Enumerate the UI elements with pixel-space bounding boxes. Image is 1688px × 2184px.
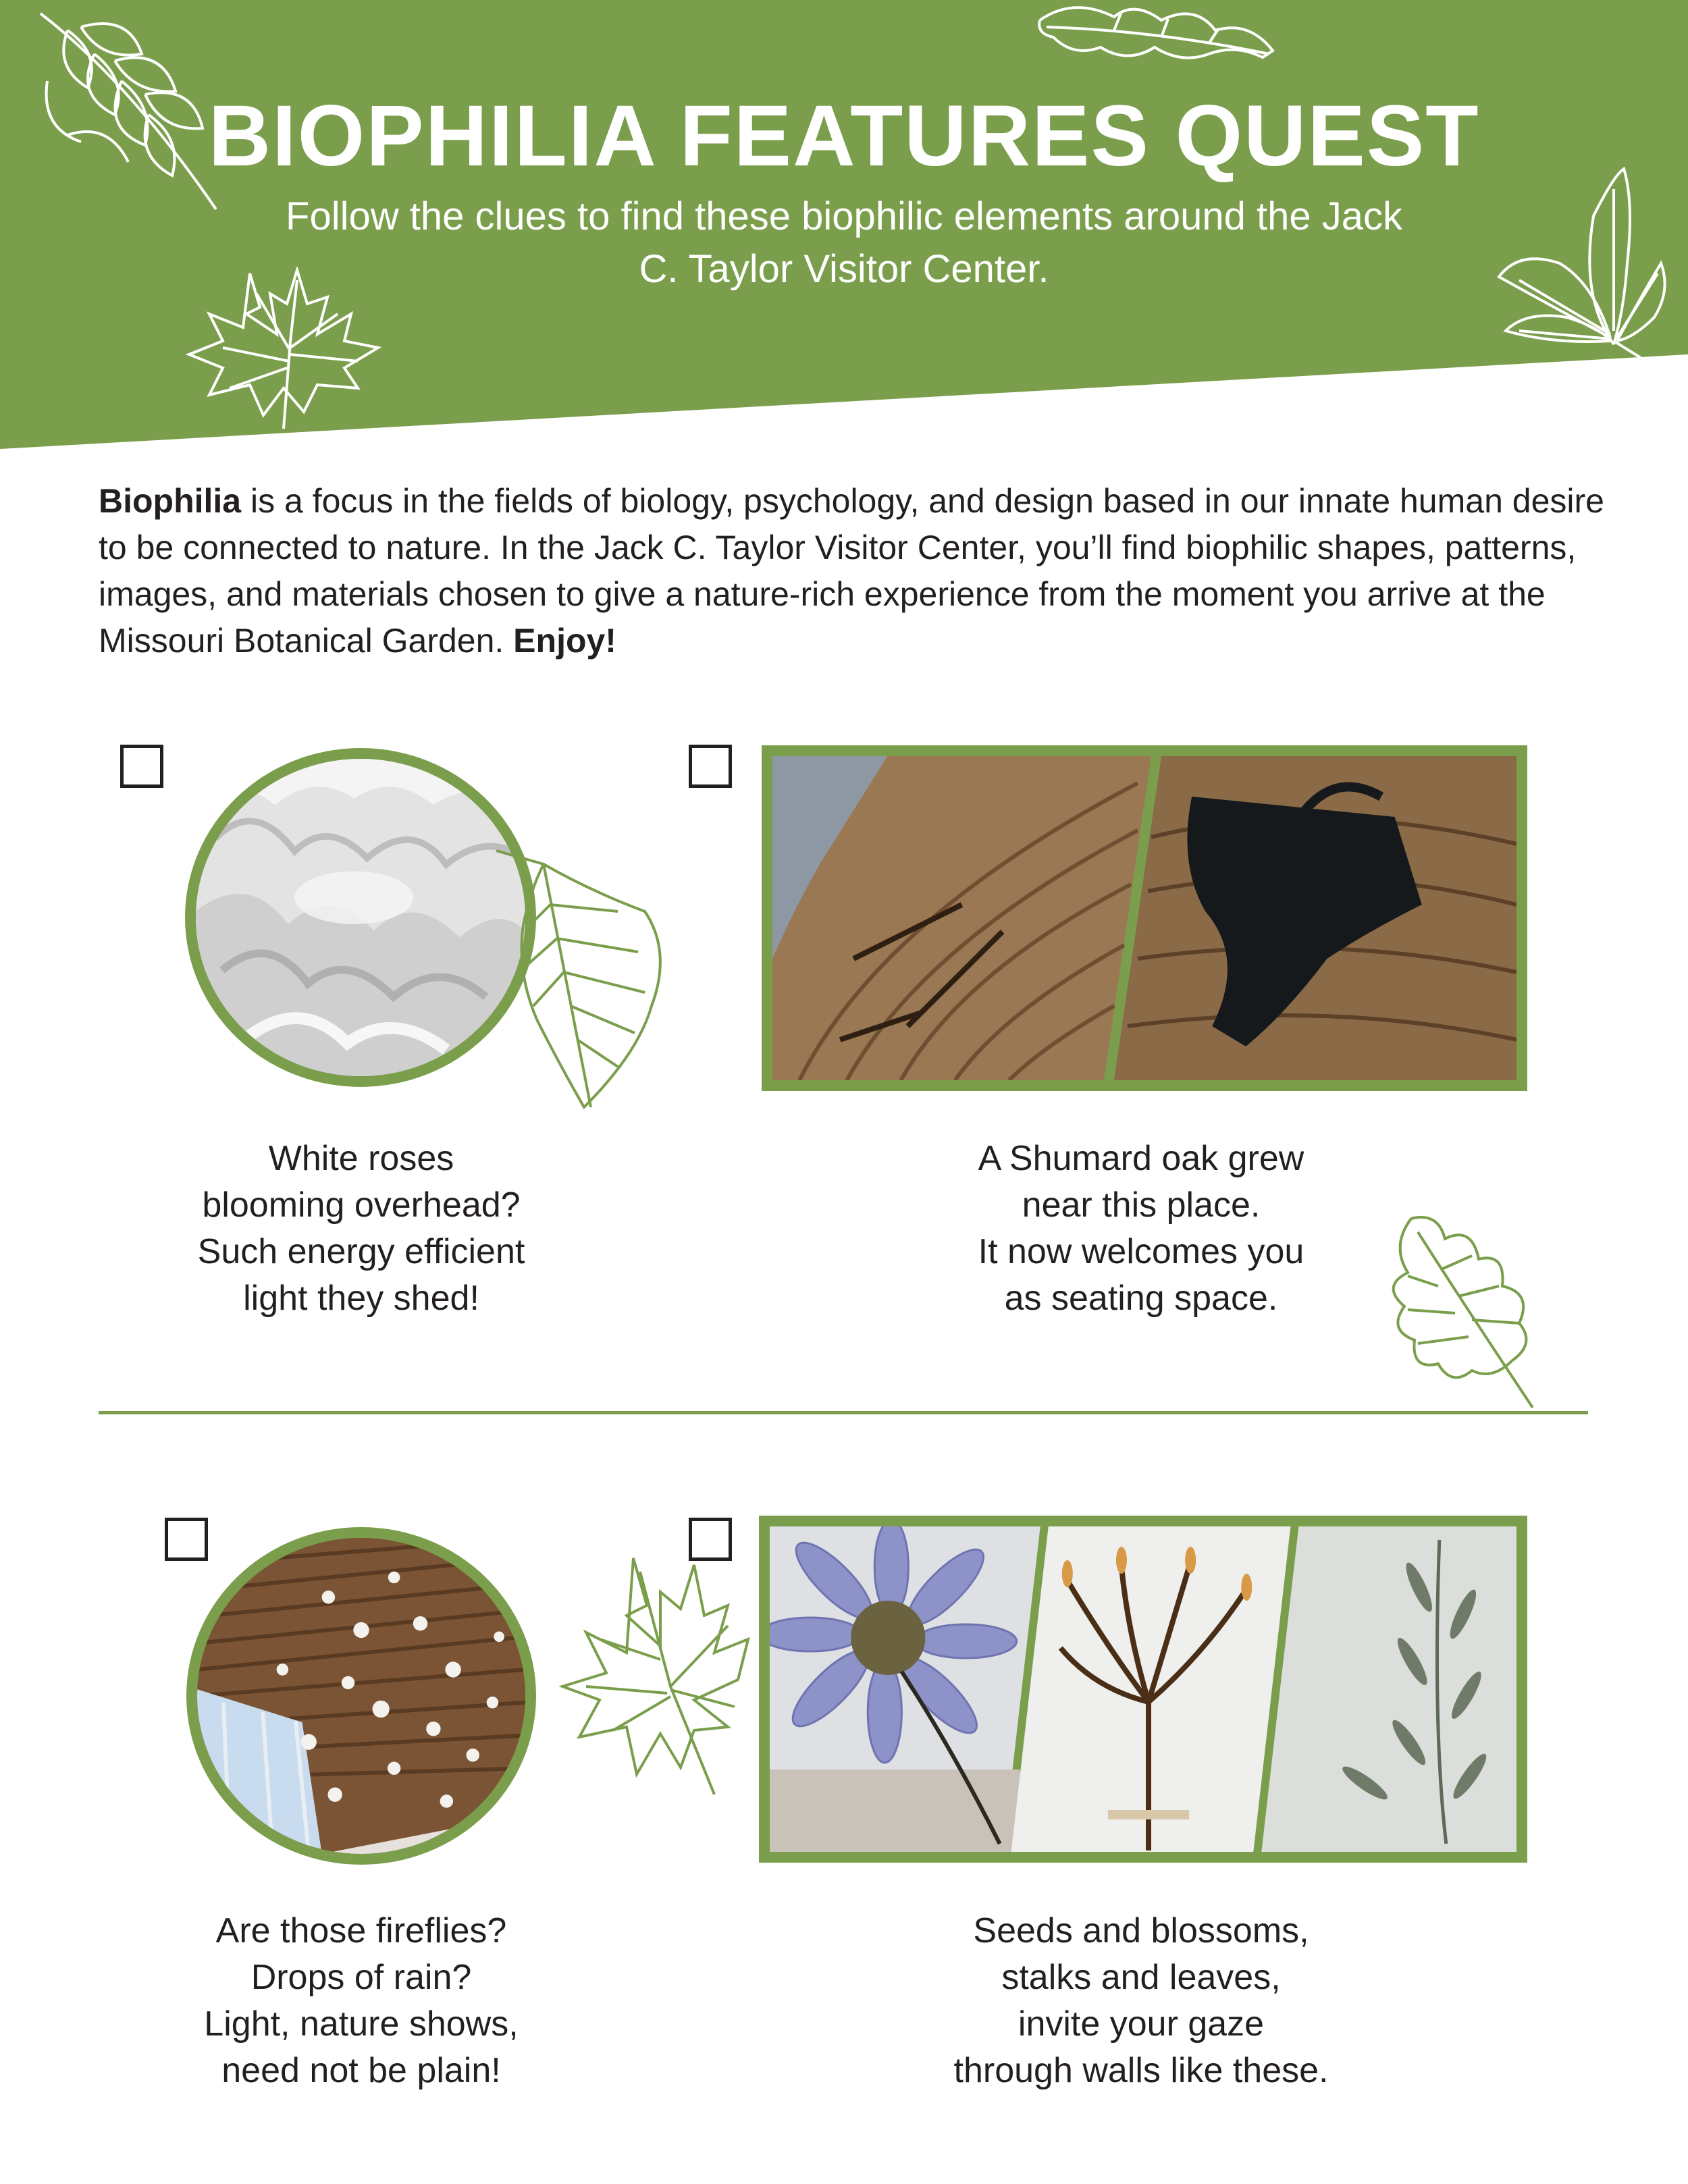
caption-line: need not be plain! — [221, 2051, 501, 2090]
caption-line: Are those fireflies? — [215, 1911, 507, 1950]
caption-line: A Shumard oak grew — [978, 1139, 1304, 1178]
intro-lead: Biophilia — [99, 482, 242, 520]
caption-line: light they shed! — [243, 1279, 479, 1318]
caption-line: White roses — [268, 1139, 454, 1178]
page-title: BIOPHILIA FEATURES QUEST — [208, 88, 1480, 184]
header-banner — [0, 0, 1688, 452]
caption-line: Drops of rain? — [250, 1958, 472, 1997]
intro-body: is a focus in the fields of biology, psychology, and design based in our innate human desire to be connected to nature. In the Jack C. Taylor Visitor Center, you’ll find biophilic shapes, patterns, images, and materials chosen to give a nature-rich experience from the moment you arrive at the Missouri Botanical Garden. — [99, 482, 1604, 660]
photo-white-roses — [185, 748, 536, 1087]
caption-fireflies — [162, 1908, 560, 2094]
caption-shumard-oak — [932, 1136, 1350, 1322]
caption-line: stalks and leaves, — [1001, 1958, 1281, 1997]
caption-white-roses — [162, 1136, 560, 1322]
caption-line: as seating space. — [1004, 1279, 1278, 1318]
section-divider — [99, 1411, 1588, 1414]
caption-line: Seeds and blossoms, — [973, 1911, 1309, 1950]
chestnut-leaf-icon — [1479, 162, 1674, 358]
oak-leaf-outline-icon — [1377, 1205, 1539, 1414]
maple-leaf-outline-icon — [559, 1551, 755, 1801]
intro-paragraph — [99, 478, 1611, 664]
caption-line: blooming overhead? — [202, 1186, 521, 1225]
photo-pressed-botanicals — [759, 1516, 1527, 1863]
birch-leaf-icon — [490, 837, 679, 1121]
oak-leaf-icon — [1033, 0, 1283, 64]
caption-line: invite your gaze — [1018, 2004, 1265, 2044]
caption-line: near this place. — [1022, 1186, 1261, 1225]
caption-pressed-botanicals — [932, 1908, 1350, 2094]
quest-checkbox-3[interactable] — [165, 1518, 208, 1561]
caption-line: It now welcomes you — [978, 1232, 1304, 1271]
photo-shumard-oak — [762, 745, 1527, 1091]
page-subtitle: Follow the clues to find these biophilic elements around the Jack C. Taylor Visitor Center. — [286, 194, 1402, 291]
intro-closing: Enjoy! — [513, 622, 616, 660]
quest-checkbox-4[interactable] — [689, 1518, 732, 1561]
photo-firefly-lights — [186, 1527, 536, 1865]
caption-line: Light, nature shows, — [204, 2004, 519, 2044]
caption-line: Such energy efficient — [197, 1232, 525, 1271]
caption-line: through walls like these. — [953, 2051, 1329, 2090]
quest-checkbox-1[interactable] — [120, 745, 163, 788]
quest-checkbox-2[interactable] — [689, 745, 732, 788]
